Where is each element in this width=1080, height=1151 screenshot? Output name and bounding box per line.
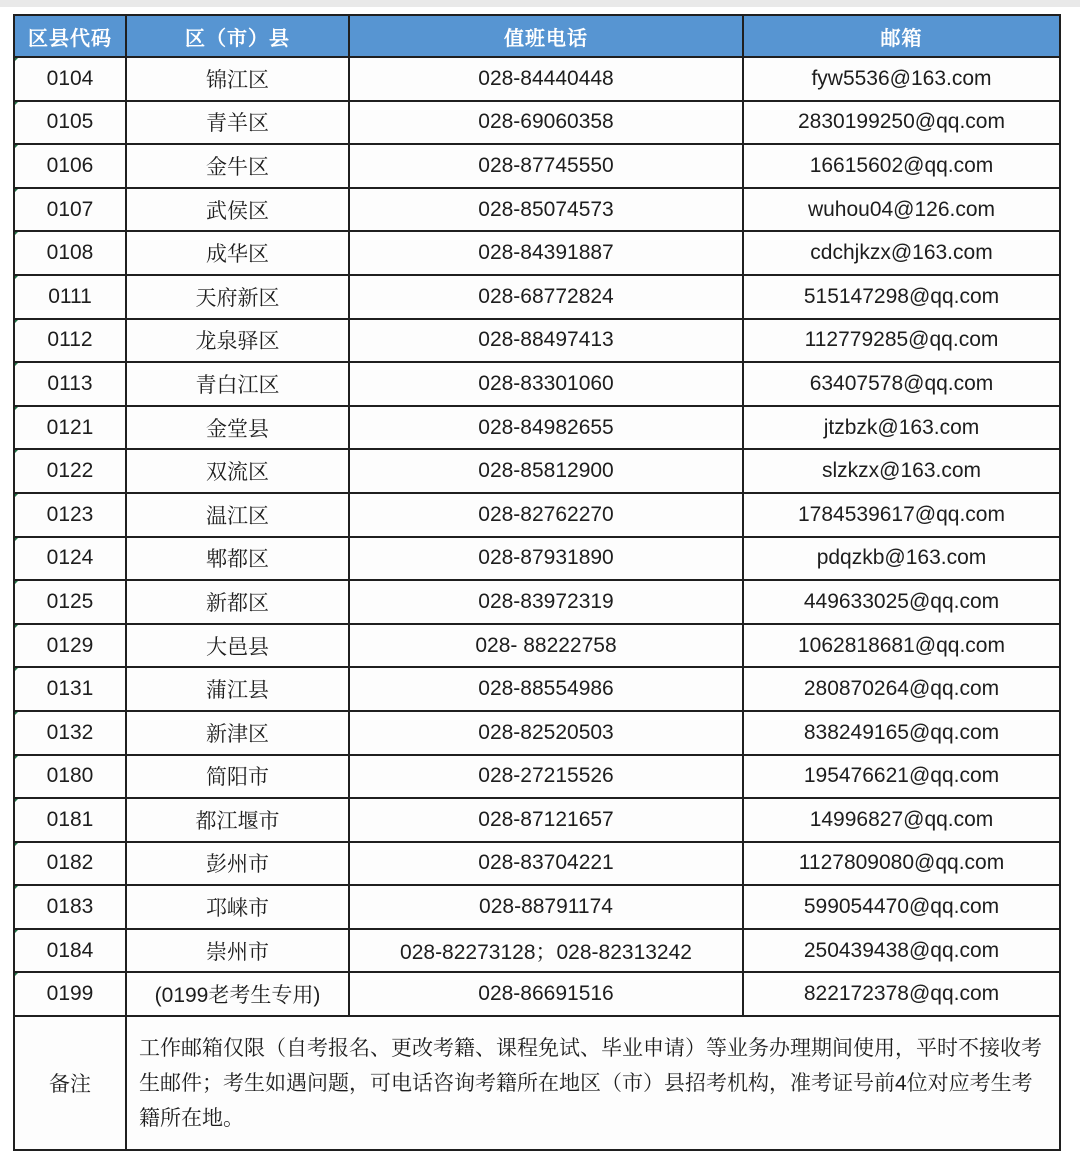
district-code-cell bbox=[14, 624, 126, 668]
district-code-cell bbox=[14, 972, 126, 1016]
table-row bbox=[14, 144, 1060, 188]
table-row bbox=[14, 275, 1060, 319]
table-row bbox=[14, 231, 1060, 275]
district-code-cell bbox=[14, 57, 126, 101]
district-code: 0131 bbox=[46, 677, 94, 701]
district-code-cell bbox=[14, 755, 126, 799]
district-name-cell: 彭州市 bbox=[126, 842, 349, 886]
email-cell: pdqzkb@163.com bbox=[743, 537, 1060, 581]
phone-cell: 028-82520503 bbox=[349, 711, 743, 755]
flag-triangle-icon bbox=[14, 406, 19, 416]
column-header-email: 邮箱 bbox=[743, 15, 1060, 57]
header-row bbox=[14, 15, 1060, 57]
district-code: 0124 bbox=[46, 546, 94, 570]
district-code-cell bbox=[14, 798, 126, 842]
flag-triangle-icon bbox=[14, 842, 19, 852]
district-name-cell: 简阳市 bbox=[126, 755, 349, 799]
district-name-cell: 崇州市 bbox=[126, 929, 349, 973]
district-name-cell: 金堂县 bbox=[126, 406, 349, 450]
district-code: 0123 bbox=[46, 502, 94, 526]
email-cell: fyw5536@163.com bbox=[743, 57, 1060, 101]
district-code: 0111 bbox=[48, 284, 92, 308]
table-row bbox=[14, 929, 1060, 973]
district-code: 0181 bbox=[46, 807, 94, 831]
district-name-cell: 天府新区 bbox=[126, 275, 349, 319]
district-code-cell bbox=[14, 319, 126, 363]
table-row bbox=[14, 711, 1060, 755]
email-cell: slzkzx@163.com bbox=[743, 449, 1060, 493]
email-cell: 599054470@qq.com bbox=[743, 885, 1060, 929]
email-cell: 280870264@qq.com bbox=[743, 667, 1060, 711]
district-name-cell: 新都区 bbox=[126, 580, 349, 624]
table-row bbox=[14, 449, 1060, 493]
flag-triangle-icon bbox=[14, 362, 19, 372]
phone-cell: 028-69060358 bbox=[349, 101, 743, 145]
phone-cell: 028-85812900 bbox=[349, 449, 743, 493]
phone-cell: 028-82273128；028-82313242 bbox=[349, 929, 743, 973]
district-code: 0104 bbox=[46, 66, 94, 90]
district-code-cell bbox=[14, 101, 126, 145]
email-cell: cdchjkzx@163.com bbox=[743, 231, 1060, 275]
district-code: 0199 bbox=[46, 982, 94, 1006]
table-body bbox=[14, 57, 1060, 1016]
note-label-cell: 备注 bbox=[14, 1016, 126, 1150]
column-header-code: 区县代码 bbox=[14, 15, 126, 57]
district-name-cell: 锦江区 bbox=[126, 57, 349, 101]
email-cell: jtzbzk@163.com bbox=[743, 406, 1060, 450]
email-cell: 1062818681@qq.com bbox=[743, 624, 1060, 668]
flag-triangle-icon bbox=[14, 972, 19, 982]
table-row bbox=[14, 57, 1060, 101]
phone-cell: 028-27215526 bbox=[349, 755, 743, 799]
flag-triangle-icon bbox=[14, 755, 19, 765]
phone-cell: 028-83972319 bbox=[349, 580, 743, 624]
district-code: 0180 bbox=[46, 764, 94, 788]
district-code-cell bbox=[14, 449, 126, 493]
district-name-cell: 青白江区 bbox=[126, 362, 349, 406]
email-cell: 14996827@qq.com bbox=[743, 798, 1060, 842]
district-name-cell: (0199老考生专用) bbox=[126, 972, 349, 1016]
email-cell: 1784539617@qq.com bbox=[743, 493, 1060, 537]
email-cell: 16615602@qq.com bbox=[743, 144, 1060, 188]
note-text-cell: 工作邮箱仅限（自考报名、更改考籍、课程免试、毕业申请）等业务办理期间使用，平时不接收考生邮件；考生如遇问题，可电话咨询考籍所在地区（市）县招考机构，准考证号前4位对应考生考籍所在地。 bbox=[126, 1016, 1060, 1150]
table-row bbox=[14, 406, 1060, 450]
email-cell: 838249165@qq.com bbox=[743, 711, 1060, 755]
phone-cell: 028-68772824 bbox=[349, 275, 743, 319]
column-header-district: 区（市）县 bbox=[126, 15, 349, 57]
phone-cell: 028-84982655 bbox=[349, 406, 743, 450]
district-name-cell: 金牛区 bbox=[126, 144, 349, 188]
district-code-cell bbox=[14, 885, 126, 929]
page-top-strip bbox=[0, 0, 1080, 7]
phone-cell: 028-84440448 bbox=[349, 57, 743, 101]
district-name-cell: 武侯区 bbox=[126, 188, 349, 232]
flag-triangle-icon bbox=[14, 101, 19, 111]
flag-triangle-icon bbox=[14, 929, 19, 939]
phone-cell: 028-88497413 bbox=[349, 319, 743, 363]
district-name-cell: 龙泉驿区 bbox=[126, 319, 349, 363]
district-code: 0107 bbox=[46, 197, 94, 221]
table-row bbox=[14, 885, 1060, 929]
flag-triangle-icon bbox=[14, 144, 19, 154]
district-name-cell: 青羊区 bbox=[126, 101, 349, 145]
district-code: 0112 bbox=[47, 328, 93, 352]
district-code: 0106 bbox=[46, 153, 94, 177]
district-name-cell: 郫都区 bbox=[126, 537, 349, 581]
district-code-cell bbox=[14, 275, 126, 319]
phone-cell: 028-82762270 bbox=[349, 493, 743, 537]
district-name-cell: 新津区 bbox=[126, 711, 349, 755]
district-code: 0125 bbox=[46, 589, 94, 613]
flag-triangle-icon bbox=[14, 449, 19, 459]
email-cell: 822172378@qq.com bbox=[743, 972, 1060, 1016]
district-name-cell: 邛崃市 bbox=[126, 885, 349, 929]
flag-triangle-icon bbox=[14, 319, 19, 329]
flag-triangle-icon bbox=[14, 493, 19, 503]
table-row bbox=[14, 188, 1060, 232]
phone-cell: 028-87745550 bbox=[349, 144, 743, 188]
column-header-phone: 值班电话 bbox=[349, 15, 743, 57]
email-cell: 112779285@qq.com bbox=[743, 319, 1060, 363]
district-name-cell: 双流区 bbox=[126, 449, 349, 493]
district-contact-table bbox=[13, 14, 1061, 1151]
district-code-cell bbox=[14, 362, 126, 406]
phone-cell: 028-86691516 bbox=[349, 972, 743, 1016]
district-code-cell bbox=[14, 406, 126, 450]
district-contact-table-wrapper bbox=[13, 14, 1080, 1151]
district-code-cell bbox=[14, 493, 126, 537]
district-code: 0132 bbox=[46, 720, 94, 744]
email-cell: wuhou04@126.com bbox=[743, 188, 1060, 232]
flag-triangle-icon bbox=[14, 885, 19, 895]
flag-triangle-icon bbox=[14, 537, 19, 547]
district-code: 0184 bbox=[46, 938, 94, 962]
flag-triangle-icon bbox=[14, 624, 19, 634]
district-code-cell bbox=[14, 188, 126, 232]
phone-cell: 028-83301060 bbox=[349, 362, 743, 406]
district-code-cell bbox=[14, 929, 126, 973]
table-row bbox=[14, 798, 1060, 842]
table-row bbox=[14, 362, 1060, 406]
flag-triangle-icon bbox=[14, 231, 19, 241]
district-code-cell bbox=[14, 667, 126, 711]
district-code: 0113 bbox=[47, 371, 93, 395]
district-code-cell bbox=[14, 231, 126, 275]
table-row bbox=[14, 580, 1060, 624]
email-cell: 2830199250@qq.com bbox=[743, 101, 1060, 145]
table-row bbox=[14, 624, 1060, 668]
district-code: 0182 bbox=[46, 851, 94, 875]
district-name-cell: 成华区 bbox=[126, 231, 349, 275]
email-cell: 63407578@qq.com bbox=[743, 362, 1060, 406]
phone-cell: 028-88791174 bbox=[349, 885, 743, 929]
table-row bbox=[14, 319, 1060, 363]
table-row bbox=[14, 755, 1060, 799]
district-code-cell bbox=[14, 144, 126, 188]
district-code: 0105 bbox=[46, 110, 94, 134]
district-code-cell bbox=[14, 580, 126, 624]
flag-triangle-icon bbox=[14, 275, 19, 285]
phone-cell: 028-87121657 bbox=[349, 798, 743, 842]
district-name-cell: 蒲江县 bbox=[126, 667, 349, 711]
flag-triangle-icon bbox=[14, 711, 19, 721]
table-row bbox=[14, 101, 1060, 145]
email-cell: 1127809080@qq.com bbox=[743, 842, 1060, 886]
email-cell: 449633025@qq.com bbox=[743, 580, 1060, 624]
district-name-cell: 都江堰市 bbox=[126, 798, 349, 842]
phone-cell: 028-83704221 bbox=[349, 842, 743, 886]
phone-cell: 028- 88222758 bbox=[349, 624, 743, 668]
email-cell: 250439438@qq.com bbox=[743, 929, 1060, 973]
flag-triangle-icon bbox=[14, 798, 19, 808]
district-code-cell bbox=[14, 711, 126, 755]
district-code: 0108 bbox=[46, 241, 94, 265]
district-code: 0122 bbox=[46, 459, 94, 483]
email-cell: 195476621@qq.com bbox=[743, 755, 1060, 799]
district-code: 0129 bbox=[46, 633, 94, 657]
flag-triangle-icon bbox=[14, 667, 19, 677]
flag-triangle-icon bbox=[14, 57, 19, 67]
phone-cell: 028-88554986 bbox=[349, 667, 743, 711]
district-code-cell bbox=[14, 842, 126, 886]
table-row bbox=[14, 537, 1060, 581]
district-code: 0121 bbox=[46, 415, 94, 439]
phone-cell: 028-85074573 bbox=[349, 188, 743, 232]
email-cell: 515147298@qq.com bbox=[743, 275, 1060, 319]
flag-triangle-icon bbox=[14, 188, 19, 198]
phone-cell: 028-84391887 bbox=[349, 231, 743, 275]
district-code: 0183 bbox=[46, 895, 94, 919]
district-name-cell: 大邑县 bbox=[126, 624, 349, 668]
table-row bbox=[14, 667, 1060, 711]
district-code-cell bbox=[14, 537, 126, 581]
flag-triangle-icon bbox=[14, 580, 19, 590]
table-header bbox=[14, 15, 1060, 57]
table-row bbox=[14, 493, 1060, 537]
table-note-section bbox=[14, 1016, 1060, 1150]
table-row bbox=[14, 842, 1060, 886]
note-row bbox=[14, 1016, 1060, 1150]
table-row bbox=[14, 972, 1060, 1016]
phone-cell: 028-87931890 bbox=[349, 537, 743, 581]
district-name-cell: 温江区 bbox=[126, 493, 349, 537]
